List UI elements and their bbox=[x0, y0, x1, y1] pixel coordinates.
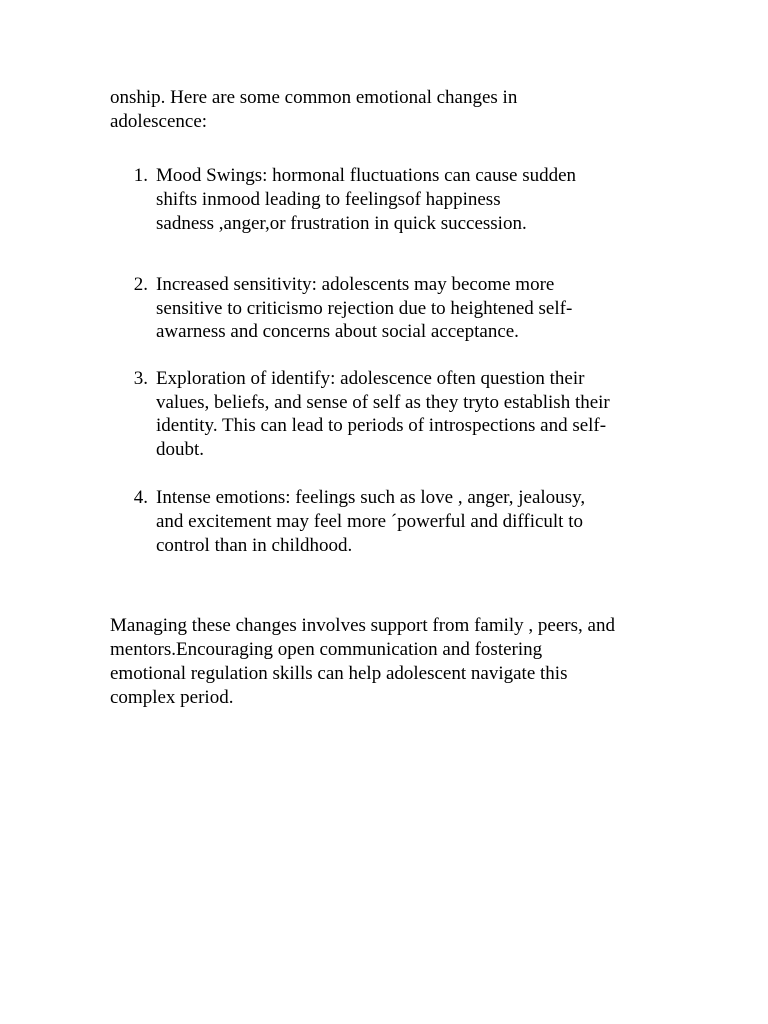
list-item-number: 2. bbox=[133, 274, 148, 295]
list-item-line: Increased sensitivity: adolescents may become more bbox=[156, 274, 555, 295]
closing-line: emotional regulation skills can help adolescent navigate this bbox=[110, 663, 568, 684]
list-item-line: sadness ,anger,or frustration in quick succession. bbox=[156, 213, 527, 234]
closing-line: complex period. bbox=[110, 687, 234, 708]
list-item-line: values, beliefs, and sense of self as they tryto establish their bbox=[156, 392, 610, 413]
intro-line: onship. Here are some common emotional changes in bbox=[110, 87, 518, 108]
intro-line: adolescence: bbox=[110, 111, 208, 132]
list-item-line: sensitive to criticismo rejection due to heightened self- bbox=[156, 298, 573, 319]
list-item-line: identity. This can lead to periods of introspections and self- bbox=[156, 415, 607, 436]
list-item-line: and excitement may feel more ´powerful and difficult to bbox=[156, 511, 583, 532]
closing-line: mentors.Encouraging open communication and fostering bbox=[110, 639, 543, 660]
list-item-line: control than in childhood. bbox=[156, 535, 353, 556]
closing-line: Managing these changes involves support from family , peers, and bbox=[110, 615, 615, 636]
list-item-line: doubt. bbox=[156, 439, 205, 460]
list-item-number: 1. bbox=[133, 165, 148, 186]
list-item-line: Mood Swings: hormonal fluctuations can cause sudden bbox=[156, 165, 577, 186]
list-item-line: Exploration of identify: adolescence often question their bbox=[156, 368, 585, 389]
list-item-number: 3. bbox=[133, 368, 148, 389]
list-item-line: shifts inmood leading to feelingsof happiness bbox=[156, 189, 501, 210]
list-item-line: Intense emotions: feelings such as love , anger, jealousy, bbox=[156, 487, 586, 508]
list-item-line: awarness and concerns about social acceptance. bbox=[156, 321, 519, 342]
list-item-number: 4. bbox=[133, 487, 148, 508]
